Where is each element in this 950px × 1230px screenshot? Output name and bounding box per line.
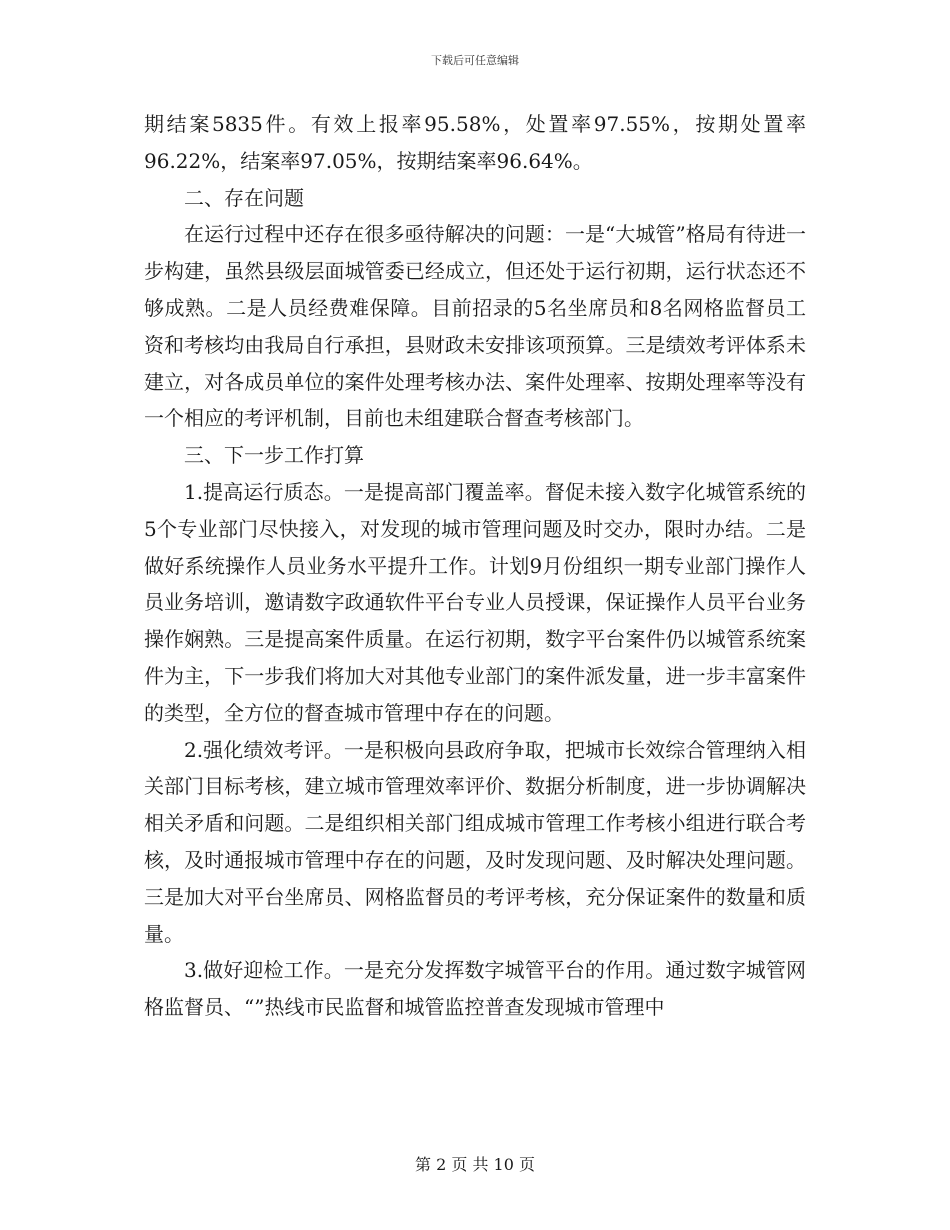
- document-body: [144, 106, 806, 1026]
- paragraph-problems: 在运行过程中还存在很多亟待解决的问题：一是“大城管”格局有待进一步构建，虽然县级层面城管委已经成立，但还处于运行初期，运行状态还不够成熟。二是人员经费难保障。目前招录的5名坐席员和8名网格监督员工资和考核均由我局自行承担，县财政未安排该项预算。三是绩效考评体系未建立，对各成员单位的案件处理考核办法、案件处理率、按期处理率等没有一个相应的考评机制，目前也未组建联合督查考核部门。: [144, 222, 806, 431]
- paragraph-item-1: 1.提高运行质态。一是提高部门覆盖率。督促未接入数字化城管系统的5个专业部门尽快接入，对发现的城市管理问题及时交办，限时办结。二是做好系统操作人员业务水平提升工作。计划9月份组织一期专业部门操作人员业务培训，邀请数字政通软件平台专业人员授课，保证操作人员平台业务操作娴熟。三是提高案件质量。在运行初期，数字平台案件仍以城管系统案件为主，下一步我们将加大对其他专业部门的案件派发量，进一步丰富案件的类型，全方位的督查城市管理中存在的问题。: [144, 479, 806, 725]
- section-heading-problems: 二、存在问题: [184, 185, 304, 210]
- paragraph-item-3: 3.做好迎检工作。一是充分发挥数字城管平台的作用。通过数字城管网格监督员、“”热线市民监督和城管监控普查发现城市管理中: [144, 958, 806, 1020]
- section-heading-next-steps: 三、下一步工作打算: [184, 443, 364, 468]
- page-header-note: 下载后可任意编辑: [431, 54, 519, 67]
- page-number-footer: 第 2 页 共 10 页: [415, 1155, 535, 1174]
- paragraph-item-2: 2.强化绩效考评。一是积极向县政府争取，把城市长效综合管理纳入相关部门目标考核，建立城市管理效率评价、数据分析制度，进一步协调解决相关矛盾和问题。二是组织相关部门组成城市管理工作考核小组进行联合考核，及时通报城市管理中存在的问题，及时发现问题、及时解决处理问题。三是加大对平台坐席员、网格监督员的考评考核，充分保证案件的数量和质量。: [144, 737, 806, 946]
- paragraph-continuation: 期结案5835件。有效上报率95.58%，处置率97.55%，按期处置率96.22%，结案率97.05%，按期结案率96.64%。: [144, 112, 806, 173]
